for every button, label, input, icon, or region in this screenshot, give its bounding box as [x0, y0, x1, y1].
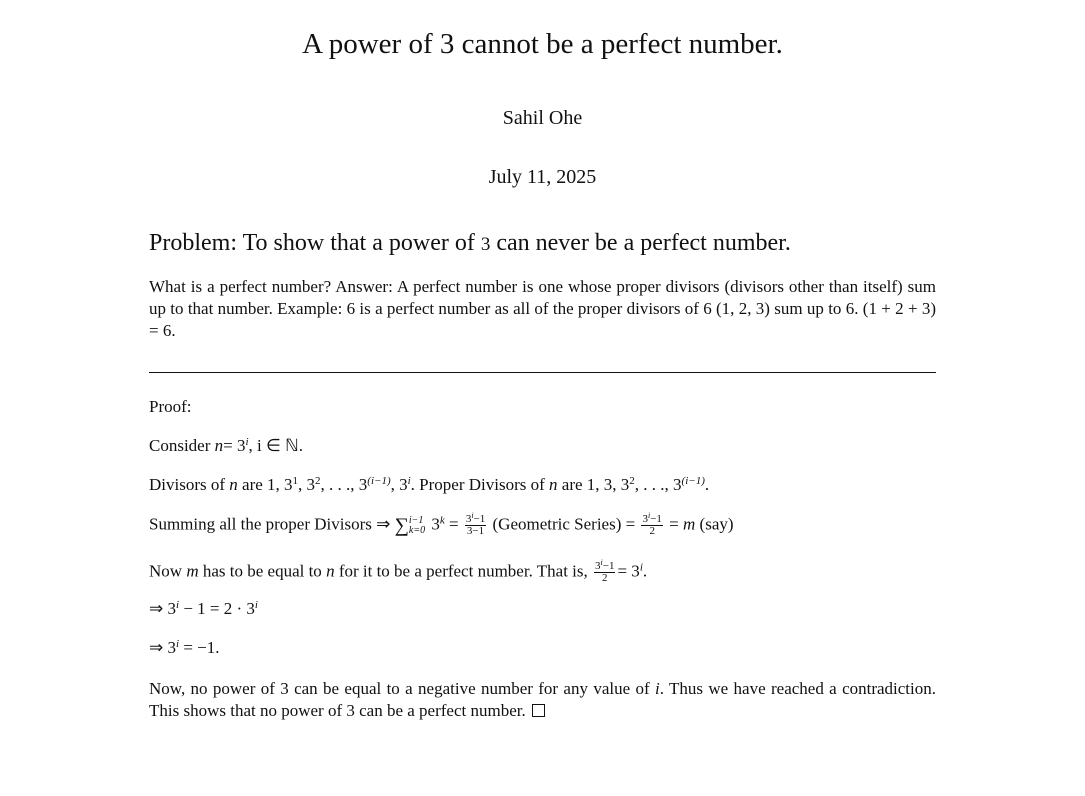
step-text: − 1 = 2 · 3 — [179, 599, 255, 618]
paper-author: Sahil Ohe — [502, 107, 583, 129]
consider-line — [149, 436, 303, 456]
summing-line — [149, 511, 734, 537]
var-m: m — [683, 514, 696, 534]
divisors-text: , . . ., 3 — [634, 475, 682, 494]
fraction-numerator-rest: −1 — [650, 513, 662, 525]
var-n: n — [214, 436, 224, 455]
var-m: m — [186, 561, 199, 581]
fraction-denominator: 2 — [649, 525, 655, 537]
divisors-text: , . . ., 3 — [320, 475, 368, 494]
exponent: i — [471, 511, 474, 520]
var-n: n — [549, 475, 558, 494]
fraction-numerator-rest: −1 — [602, 560, 615, 572]
summing-text: (say) — [695, 514, 734, 534]
exponent: 1 — [292, 475, 299, 487]
now-m-text: . — [642, 561, 648, 581]
fraction-numerator: 3 — [595, 560, 601, 572]
exponent: i — [245, 436, 249, 448]
paper-title: A power of 3 cannot be a perfect number. — [302, 28, 783, 60]
step-text: ⇒ 3 — [149, 599, 176, 618]
now-m-text: for it to be a perfect number. That is, — [334, 561, 593, 581]
exponent: i — [176, 599, 180, 611]
summation-limits — [409, 516, 425, 536]
fraction-numerator: 3 — [465, 513, 472, 525]
divisors-line — [149, 475, 709, 495]
exponent: 2 — [629, 475, 635, 487]
lower-limit: k=0 — [408, 524, 426, 536]
exponent: 2 — [315, 475, 321, 487]
problem-number: 3 — [480, 234, 491, 255]
fraction-numerator-rest: −1 — [473, 513, 486, 525]
exponent: i — [600, 558, 603, 567]
divisors-text: , 3 — [390, 475, 408, 494]
summing-text: Summing all the proper Divisors ⇒ — [149, 514, 395, 534]
conclusion-text: . Thus we have reached a contradiction. This shows that no power of 3 can be a perfect number. — [149, 679, 937, 720]
var-i: i — [655, 679, 660, 698]
exponent: k — [439, 514, 445, 527]
proof-label: Proof: — [149, 397, 192, 416]
now-m-line — [149, 558, 648, 584]
upper-limit: i−1 — [408, 514, 424, 526]
step2-line — [149, 638, 220, 658]
now-m-text: Now — [149, 561, 187, 581]
horizontal-rule — [149, 372, 936, 373]
exponent: i — [647, 511, 651, 520]
equals: = — [664, 514, 684, 534]
consider-prefix: Consider — [149, 436, 215, 455]
problem-prefix: Problem: To show that a power of — [149, 230, 481, 256]
equals: = — [444, 514, 463, 534]
consider-mid: = 3 — [223, 436, 246, 455]
consider-suffix: , i ∈ ℕ. — [248, 436, 303, 455]
problem-suffix: can never be a perfect number. — [490, 230, 791, 256]
summation-symbol: ∑ — [394, 514, 409, 537]
fraction — [465, 511, 486, 537]
exponent: i — [407, 475, 411, 487]
step-text: ⇒ 3 — [149, 638, 176, 657]
conclusion-text: Now, no power of 3 can be equal to a negative number for any value of — [149, 679, 655, 698]
exponent: i — [639, 561, 643, 574]
exponent: i — [176, 638, 180, 650]
intro-paragraph: What is a perfect number? Answer: A perfect number is one whose proper divisors (divisors other than itself) sum up to that number. Example: 6 is a perfect number as all of the proper divisors of 6 (1, 2, 3) sum up to 6. (1 + 2 + 3) = 6. — [149, 277, 936, 340]
fraction — [594, 558, 615, 584]
step-text: = −1. — [179, 638, 220, 657]
qed-square-icon — [532, 704, 545, 717]
step1-line — [149, 599, 258, 619]
fraction-denominator: 3−1 — [466, 525, 485, 537]
divisors-text: , 3 — [298, 475, 316, 494]
paper-date: July 11, 2025 — [488, 166, 597, 188]
divisors-text: . — [704, 475, 710, 494]
divisors-text: are 1, 3 — [237, 475, 293, 494]
summing-term: 3 — [427, 514, 440, 534]
fraction-numerator: 3 — [642, 513, 648, 525]
fraction — [641, 511, 662, 537]
problem-heading — [149, 230, 939, 257]
conclusion-paragraph — [149, 678, 936, 722]
exponent: (i−1) — [681, 475, 705, 487]
exponent: i — [254, 599, 258, 611]
var-n: n — [326, 561, 335, 581]
summing-text: (Geometric Series) = — [488, 514, 640, 534]
now-m-text: = 3 — [617, 561, 640, 581]
var-n: n — [229, 475, 238, 494]
now-m-text: has to be equal to — [198, 561, 327, 581]
exponent: (i−1) — [367, 475, 391, 487]
divisors-text: are 1, 3, 3 — [557, 475, 630, 494]
divisors-text: Divisors of — [149, 475, 230, 494]
fraction-denominator: 2 — [601, 572, 608, 584]
divisors-text: . Proper Divisors of — [410, 475, 550, 494]
